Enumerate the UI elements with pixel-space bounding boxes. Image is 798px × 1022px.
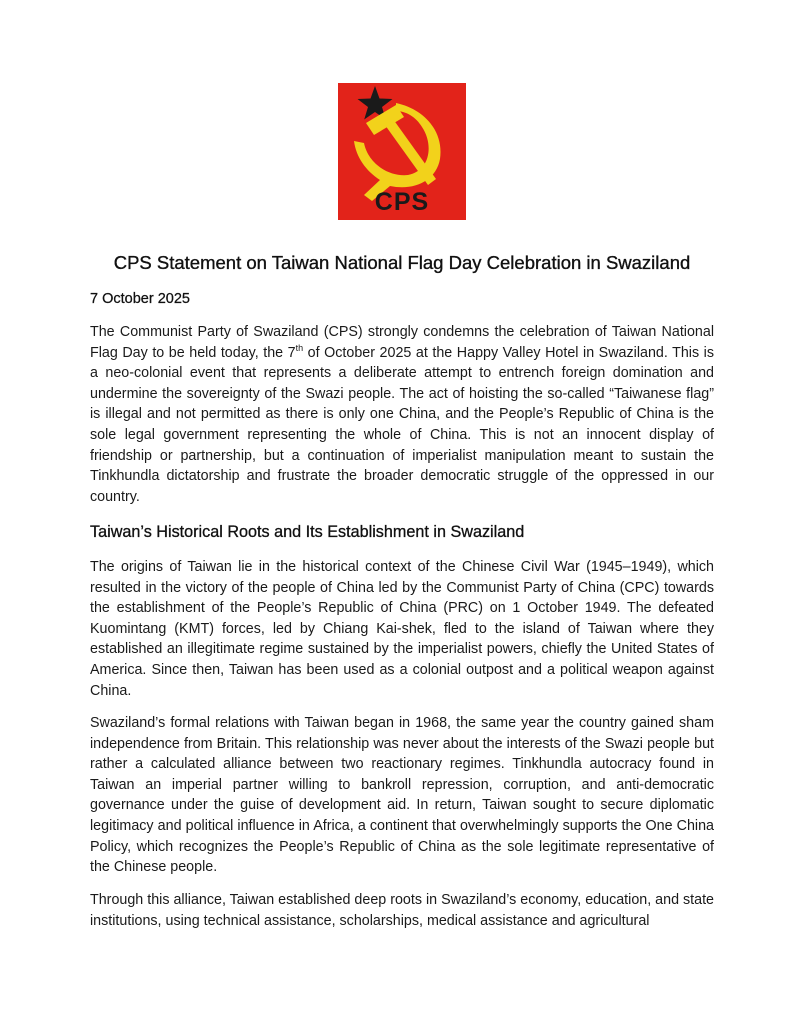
body-paragraph: Swaziland’s formal relations with Taiwan began in 1968, the same year the country gained sham independence from Britain. This relationship was never about the interests of the Swazi people but rather a calculated alliance between two reactionary regimes. Tinkhundla autocracy found in Taiwan an imperial partner willing to bankroll repression, corruption, and anti-democratic governance under the guise of development aid. In return, Taiwan sought to secure diplomatic legitimacy and political influence in Africa, a continent that overwhelmingly supports the One China Policy, which recognizes the People’s Republic of China as the sole legitimate representative of the Chinese people.: [90, 715, 714, 876]
body-paragraph: Through this alliance, Taiwan established deep roots in Swaziland’s economy, education, and state institutions, using technical assistance, scholarships, medical assistance and agricultural: [90, 892, 714, 929]
cps-logo: [338, 83, 466, 220]
intro-text-part2: of October 2025 at the Happy Valley Hotel in Swaziland. This is a neo-colonial event that represents a deliberate attempt to entrench foreign domination and undermine the sovereignty of the Swazi people. The act of hoisting the so-called “Taiwanese flag” is illegal and not permitted as there is only one China, and the People’s Republic of China is the sole legal government representing the whole of China. This is not an innocent display of friendship or partnership, but a continuation of imperialist manipulation meant to sustain the Tinkhundla dictatorship and frustrate the broader democratic struggle of the oppressed in our country.: [90, 344, 714, 505]
document-title: CPS Statement on Taiwan National Flag Day Celebration in Swaziland: [113, 252, 691, 273]
statement-date: 7 October 2025: [90, 291, 190, 307]
section-heading: Taiwan’s Historical Roots and Its Establishment in Swaziland: [90, 523, 525, 541]
body-paragraph: The origins of Taiwan lie in the historical context of the Chinese Civil War (1945–1949), which resulted in the victory of the people of China led by the Communist Party of China (CPC) towards the establishment of the People’s Republic of China (PRC) on 1 October 1949. The defeated Kuomintang (KMT) forces, led by Chiang Kai-shek, fled to the island of Taiwan where they established an illegitimate regime sustained by the imperialist powers, chiefly the United States of America. Since then, Taiwan has been used as a colonial outpost and a political weapon against China.: [90, 559, 714, 699]
intro-paragraph: [90, 322, 714, 507]
intro-text-part1: The Communist Party of Swaziland (CPS) strongly condemns the celebration of Taiwan National Flag Day to be held today, the 7: [90, 324, 714, 361]
logo-text: CPS: [374, 188, 430, 216]
date-ordinal-superscript: th: [295, 342, 304, 353]
